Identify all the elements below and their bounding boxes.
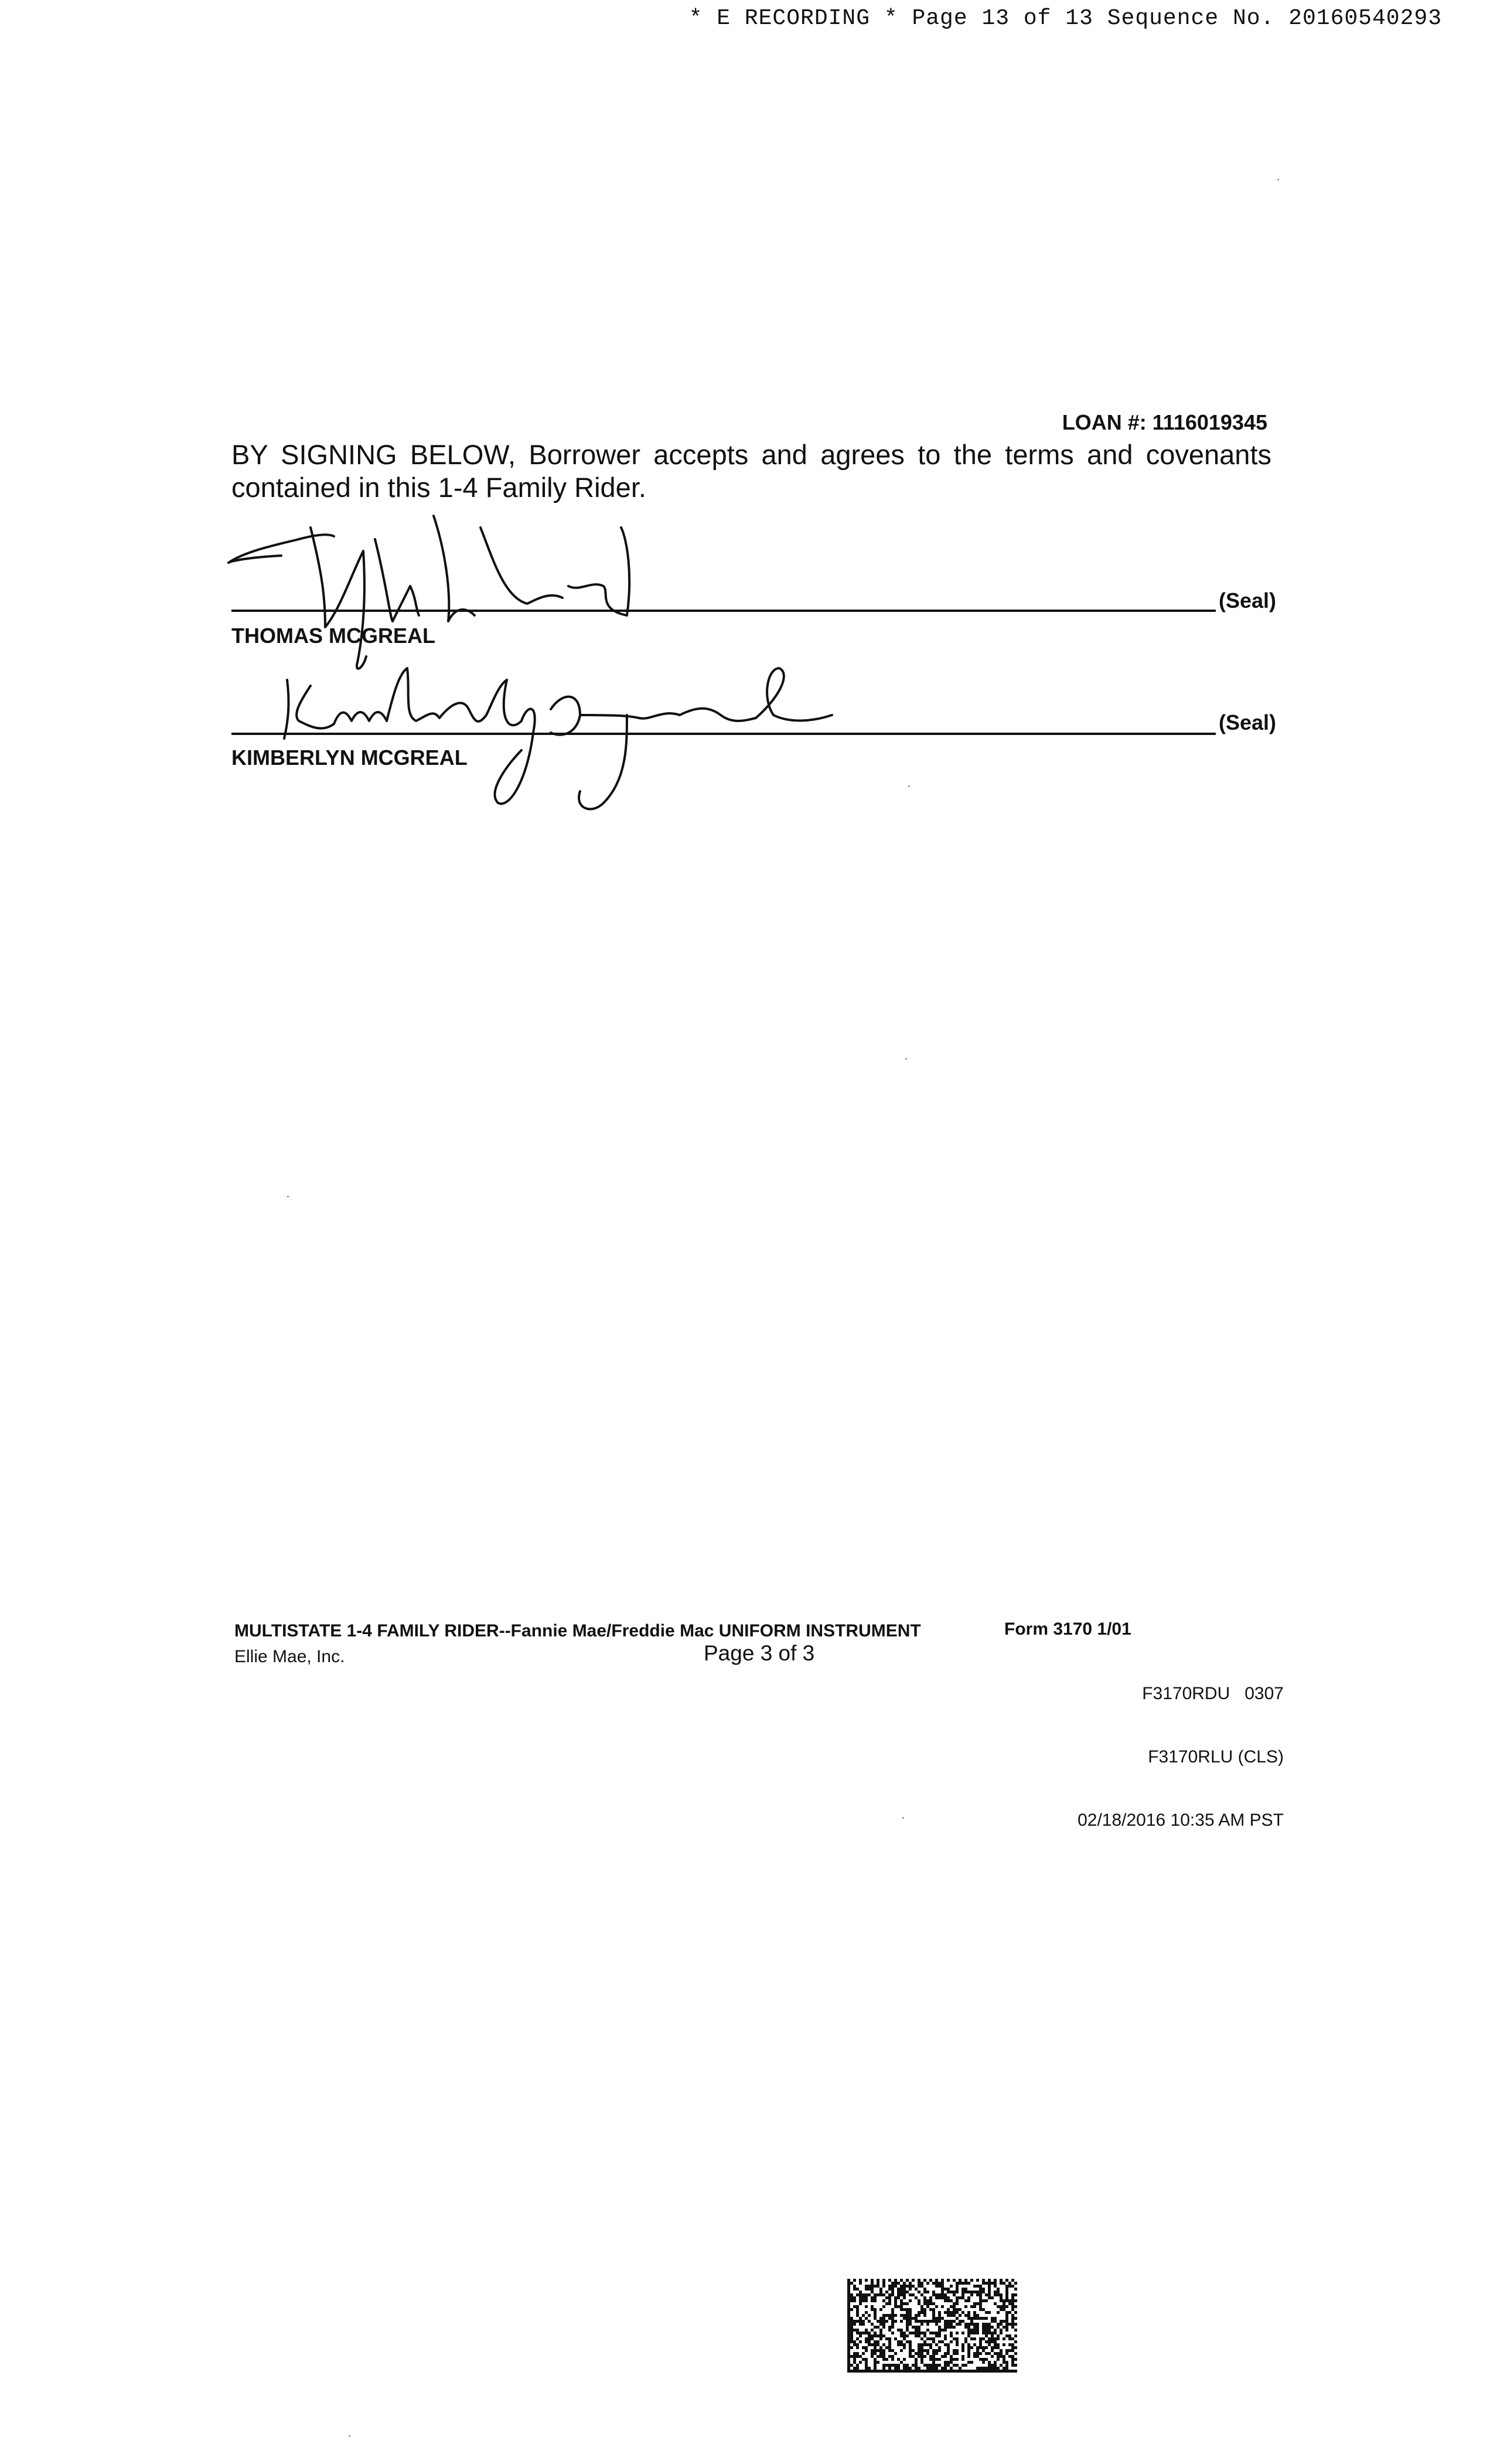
scan-speck — [905, 1058, 907, 1060]
form-title: MULTISTATE 1-4 FAMILY RIDER--Fannie Mae/Freddie Mac UNIFORM INSTRUMENT — [234, 1621, 921, 1641]
scan-speck — [349, 2435, 350, 2437]
signer-name-1: THOMAS MCGREAL — [231, 624, 435, 648]
publisher: Ellie Mae, Inc. — [234, 1647, 345, 1666]
form-number: Form 3170 1/01 — [1004, 1619, 1131, 1639]
page-indicator: Page 3 of 3 — [704, 1641, 815, 1665]
loan-number: LOAN #: 1116019345 — [1062, 410, 1267, 434]
timestamp: 02/18/2016 10:35 AM PST — [1078, 1810, 1284, 1830]
signature-kimberlyn — [275, 651, 838, 821]
seal-label-2: (Seal) — [1219, 710, 1277, 734]
form-code-2: F3170RLU (CLS) — [1148, 1747, 1284, 1767]
form-code-1: F3170RDU 0307 — [1142, 1684, 1284, 1703]
scan-speck — [908, 785, 910, 787]
scan-speck — [287, 1196, 289, 1197]
recording-header: * E RECORDING * Page 13 of 13 Sequence No. 20160540293 — [688, 6, 1442, 31]
signature-line-1 — [231, 610, 1216, 612]
scan-speck — [1277, 179, 1279, 181]
signer-name-2: KIMBERLYN MCGREAL — [231, 746, 468, 770]
2d-barcode-icon — [847, 2279, 1017, 2373]
scan-speck — [902, 1817, 904, 1819]
agreement-paragraph: BY SIGNING BELOW, Borrower accepts and agrees to the terms and covenants contained in this 1-4 Family Rider. — [231, 439, 1271, 503]
signature-line-2 — [231, 733, 1216, 735]
form-codes — [1078, 1641, 1284, 1852]
seal-label-1: (Seal) — [1219, 588, 1277, 612]
